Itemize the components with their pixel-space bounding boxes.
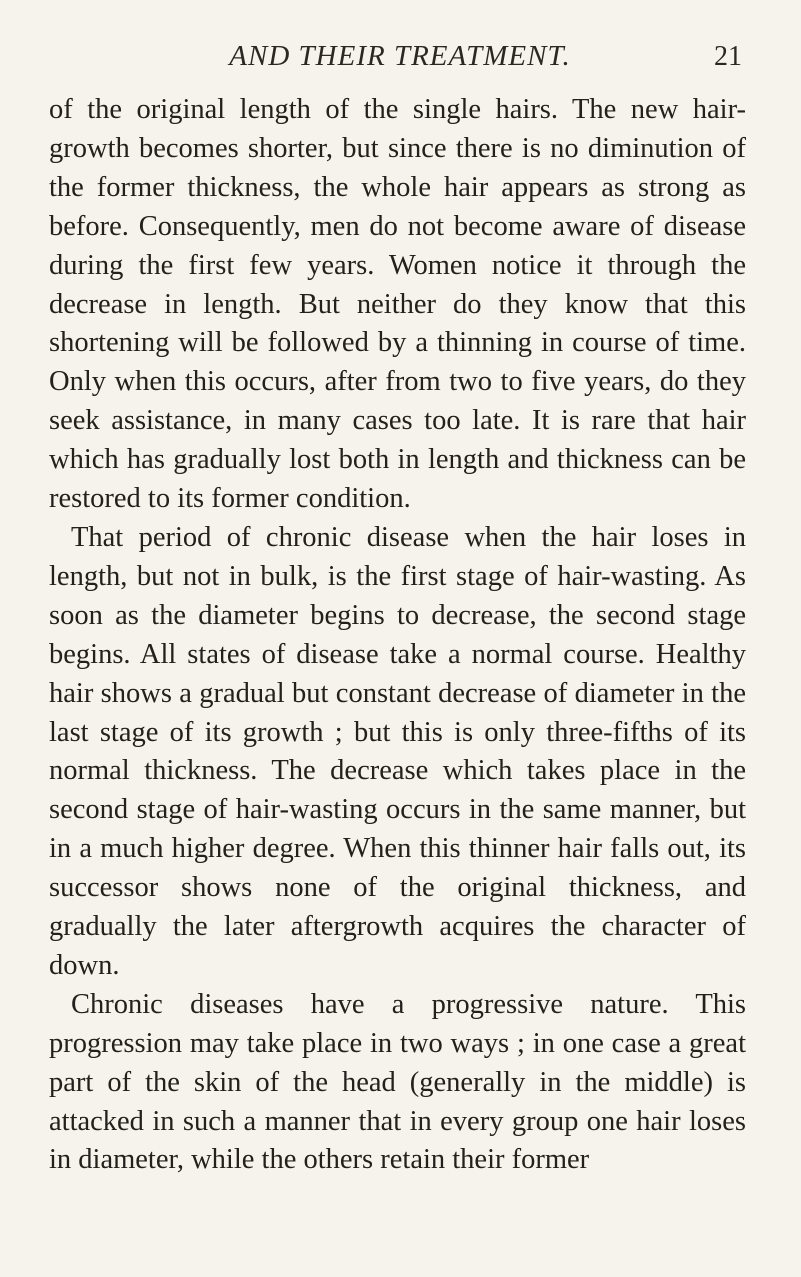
paragraph-1: of the original length of the single hairs. The new hair-growth becomes shorter, but since there is no diminution of the former thickness, the whole hair appears as strong as before. Consequently, men do not become aware of disease during the first few years. Women notice it through the decrease in length. But neither do they know that this shortening will be followed by a thinning in course of time. Only when this occurs, after from two to five years, do they seek assistance, in many cases too late. It is rare that hair which has gradually lost both in length and thickness can be restored to its former condition. xyxy=(49,94,746,515)
body-text xyxy=(49,91,746,1180)
paragraph-3: Chronic diseases have a progressive nature. This progression may take place in two ways ; in one case a great part of the skin of the head (generally in the middle) is attacked in such a manner that in every group one hair loses in diameter, while the others retain their former xyxy=(49,988,746,1176)
running-title: AND THEIR TREATMENT. xyxy=(229,40,571,72)
page-number: 21 xyxy=(714,41,742,72)
paragraph-2: That period of chronic disease when the hair loses in length, but not in bulk, is the first stage of hair-wasting. As soon as the diameter begins to decrease, the second stage begins. All states of disease take a normal course. Healthy hair shows a gradual but constant decrease of diameter in the last stage of its growth ; but this is only three-fifths of its normal thickness. The decrease which takes place in the second stage of hair-wasting occurs in the same manner, but in a much higher degree. When this thinner hair falls out, its successor shows none of the original thickness, and gradually the later aftergrowth acquires the character of down. xyxy=(49,521,746,981)
